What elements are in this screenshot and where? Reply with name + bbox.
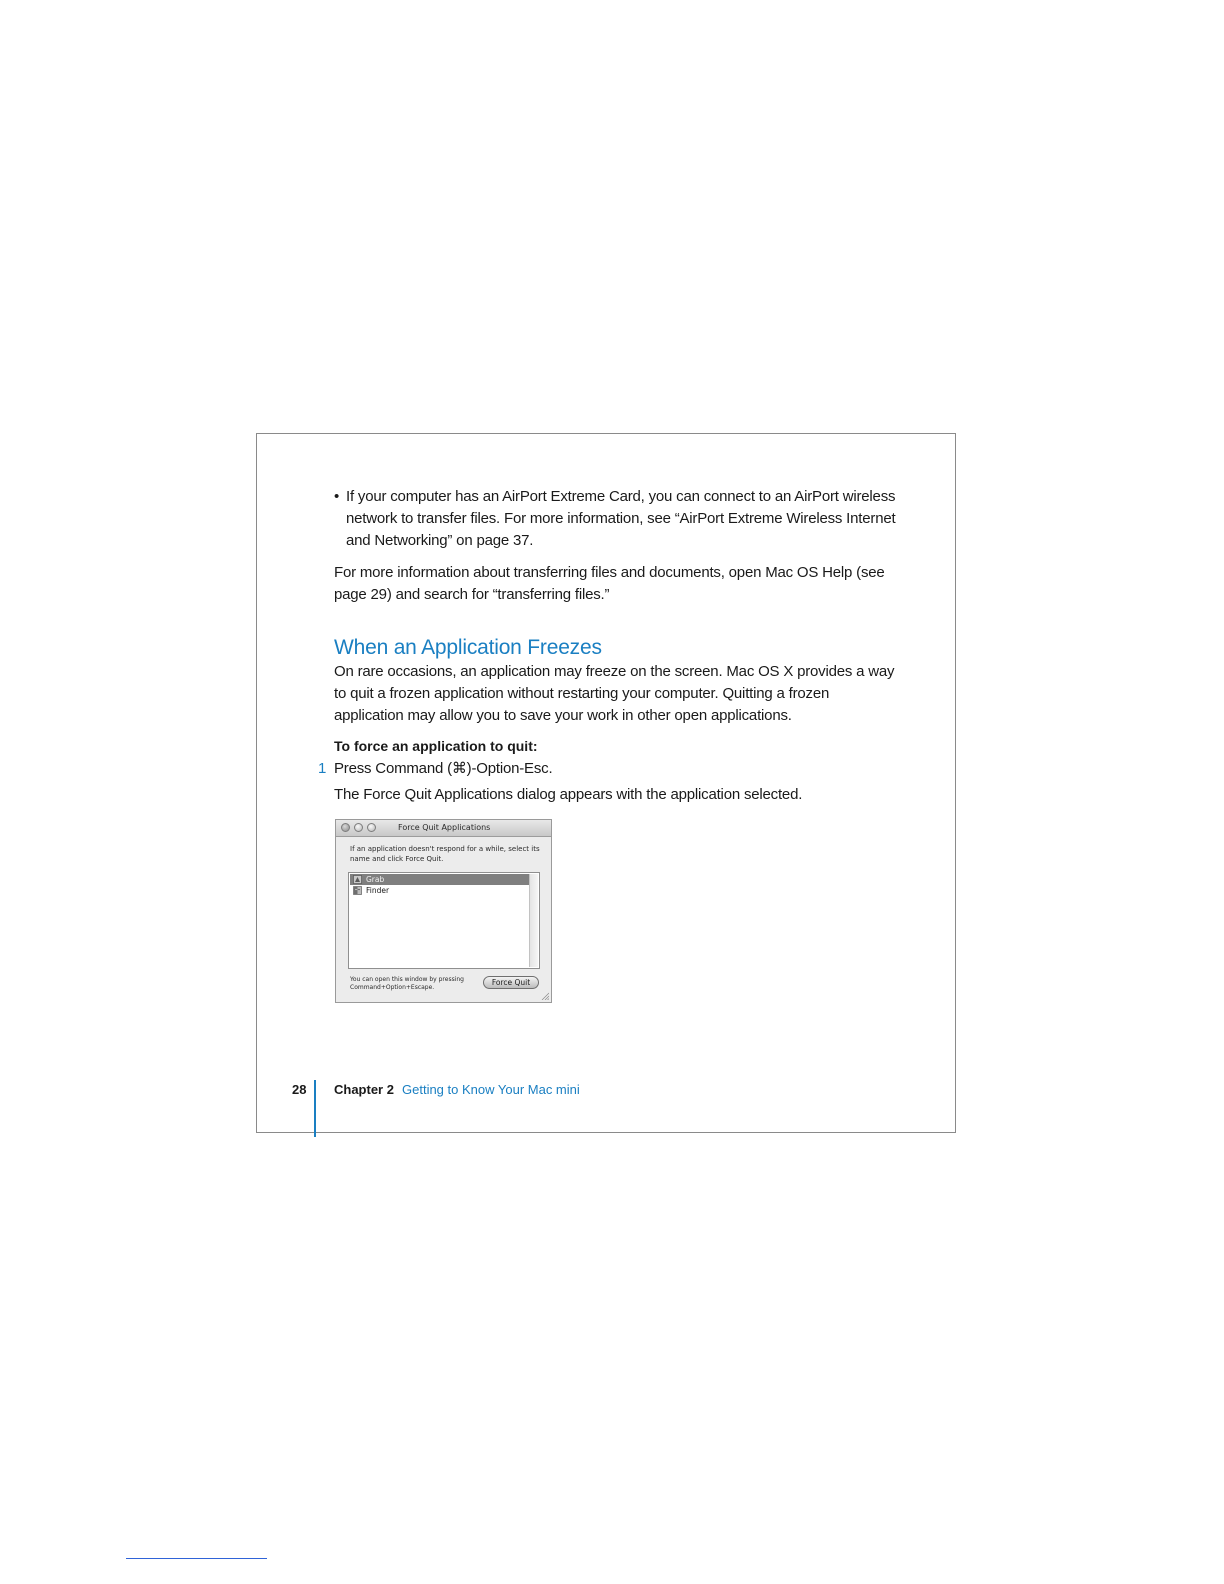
freeze-paragraph: On rare occasions, an application may freeze on the screen. Mac OS X provides a way to quit a frozen application without restarting your computer. Quitting a frozen application may allow you to save your work in other open applications. [334,663,895,724]
step-number: 1 [318,760,327,777]
zoom-window-icon[interactable] [367,823,376,832]
dialog-prompt: If an application doesn't respond for a while, select its name and click Force Quit. [350,845,540,863]
chapter-title: Getting to Know Your Mac mini [402,1082,580,1097]
page-number: 28 [292,1082,307,1097]
app-name: Finder [366,886,390,895]
dialog-hint: You can open this window by pressing Command+Option+Escape. [350,976,464,991]
close-window-icon[interactable] [341,823,350,832]
chapter-label: Chapter 2 [334,1082,394,1097]
resize-grip-icon[interactable] [541,992,549,1000]
bullet-text: If your computer has an AirPort Extreme Card, you can connect to an AirPort wireless network to transfer files. For more information, see “AirPort Extreme Wireless Internet and Networking” on page 37. [346,488,896,549]
finder-app-icon [353,886,362,895]
force-quit-dialog-screenshot [335,819,552,1003]
step-text: Press Command (⌘)-Option-Esc. [334,760,553,777]
grab-app-icon [353,875,362,884]
footer-rule [314,1080,316,1137]
application-list[interactable] [348,872,540,969]
bottom-link-rule [126,1558,267,1559]
dialog-title: Force Quit Applications [398,823,491,832]
bullet-mark: • [334,488,340,505]
minimize-window-icon[interactable] [354,823,363,832]
dialog-titlebar [336,820,551,837]
list-item-finder[interactable] [350,885,530,896]
force-quit-button[interactable]: Force Quit [483,976,539,989]
task-heading: To force an application to quit: [334,738,538,754]
section-heading: When an Application Freezes [334,636,602,659]
transfer-paragraph: For more information about transferring files and documents, open Mac OS Help (see page 29) and search for “transferring files.” [334,564,885,603]
list-item-grab[interactable] [350,874,530,885]
step-result: The Force Quit Applications dialog appears with the application selected. [334,786,803,803]
list-scrollbar[interactable] [529,874,538,967]
app-name: Grab [366,875,385,884]
bullet-item-airport [334,486,900,552]
